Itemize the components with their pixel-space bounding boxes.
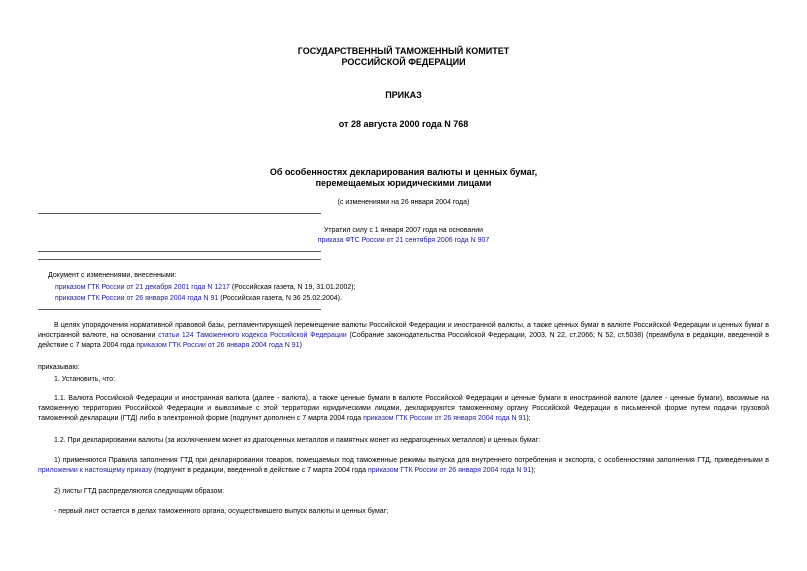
- divider: [38, 259, 321, 260]
- document-type: ПРИКАЗ: [385, 90, 422, 100]
- clause-1: 1. Установить, что:: [54, 376, 116, 383]
- amendment-link[interactable]: приказом ГТК России от 26 января 2004 года N 91: [55, 295, 219, 302]
- amendment-source: (Российская газета, N 36 25.02.2004).: [218, 295, 342, 302]
- issuer-line2: РОССИЙСКОЙ ФЕДЕРАЦИИ: [341, 57, 466, 67]
- amendment-source: (Российская газета, N 19, 31.01.2002);: [229, 284, 356, 291]
- paragraph-text: 1) применяются Правила заполнения ГТД при декларировании товаров, помещаемых под таможенные режимы выпуска для внутреннего потребления и экспорта, с особенностями заполнения ГТД, приведенными в: [54, 457, 769, 464]
- paragraph-text: (Собрание законодательства Российской Федерации, 2003, N 22, ст.2066; N 52, ст.5038) (преамбула в редакции, введенной в действие с 7 марта 2004 года: [38, 332, 769, 349]
- clause-1-2: 1.2. При декларировании валюты (за исключением монет из драгоценных металлов и памятных монет из недрагоценных металлов) и ценных бумаг:: [54, 437, 541, 444]
- revision-note: (с изменениями на 26 января 2004 года): [337, 199, 470, 206]
- paragraph-text: ): [299, 342, 302, 349]
- amendment-link[interactable]: приказом ГТК России от 21 декабря 2001 года N 1217: [55, 284, 230, 291]
- status-note: Утратил силу с 1 января 2007 года на основании: [323, 227, 484, 234]
- order-link[interactable]: приказом ГТК России от 26 января 2004 года N 91: [367, 467, 532, 474]
- divider: [38, 251, 321, 252]
- code-article-link[interactable]: статьи 124 Таможенного кодекса Российской Федерации: [158, 332, 347, 339]
- paragraph-text: );: [526, 415, 531, 422]
- clause-1-1: [38, 394, 769, 424]
- subclause-2: 2) листы ГТД распределяются следующим образом:: [54, 488, 225, 495]
- order-word: приказываю:: [38, 364, 80, 371]
- document-title-line1: Об особенностях декларирования валюты и ценных бумаг,: [269, 167, 538, 177]
- order-link[interactable]: приказом ГТК России от 26 января 2004 года N 91: [363, 415, 527, 422]
- paragraph-text: 1.1. Валюта Российской Федерации и иностранная валюта (далее - валюта), а также ценные бумаги в валюте Российской Федерации и ценные бумаги в иностранной валюте (далее - ценные бумаги), ввозимые на таможенную территорию Российской Федерации и вывозимые с этой территории юридическими лицами, декларируются таможенному органу Российской Федерации в письменной форме путем подачи грузовой таможенной декларации (ГТД) либо в электронной форме (подпункт дополнен с 7 марта 2004 года: [38, 395, 769, 422]
- paragraph-text: В целях упорядочения нормативной правовой базы, регламентирующей перемещение валюты Российской Федерации и иностранной валюты, а также ценных бумаг в валюте Российской Федерации и ценных бумаг в иностранной валюте, на основании: [38, 322, 769, 339]
- amendments-intro: Документ с изменениями, внесенными:: [48, 272, 177, 279]
- subclause-2-item: - первый лист остается в делах таможенного органа, осуществившего выпуск валюты и ценных бумаг;: [54, 508, 389, 515]
- amendment-item: [55, 294, 342, 304]
- issuer-line1: ГОСУДАРСТВЕННЫЙ ТАМОЖЕННЫЙ КОМИТЕТ: [297, 46, 510, 56]
- subclause-1: [38, 456, 769, 476]
- status-link[interactable]: приказа ФТС России от 21 сентября 2006 года N 907: [317, 237, 490, 244]
- amendment-item: [55, 283, 356, 293]
- order-link[interactable]: приказом ГТК России от 26 января 2004 года N 91: [136, 342, 300, 349]
- document-date: от 28 августа 2000 года N 768: [338, 119, 469, 129]
- appendix-link[interactable]: приложении к настоящему приказу: [38, 467, 153, 474]
- document-title-line2: перемещаемых юридическими лицами: [315, 178, 492, 188]
- preamble-paragraph: [38, 321, 769, 351]
- divider: [38, 213, 321, 214]
- paragraph-text: );: [531, 467, 536, 474]
- paragraph-text: (подпункт в редакции, введенной в действие с 7 марта 2004 года: [152, 467, 368, 474]
- divider: [38, 309, 321, 310]
